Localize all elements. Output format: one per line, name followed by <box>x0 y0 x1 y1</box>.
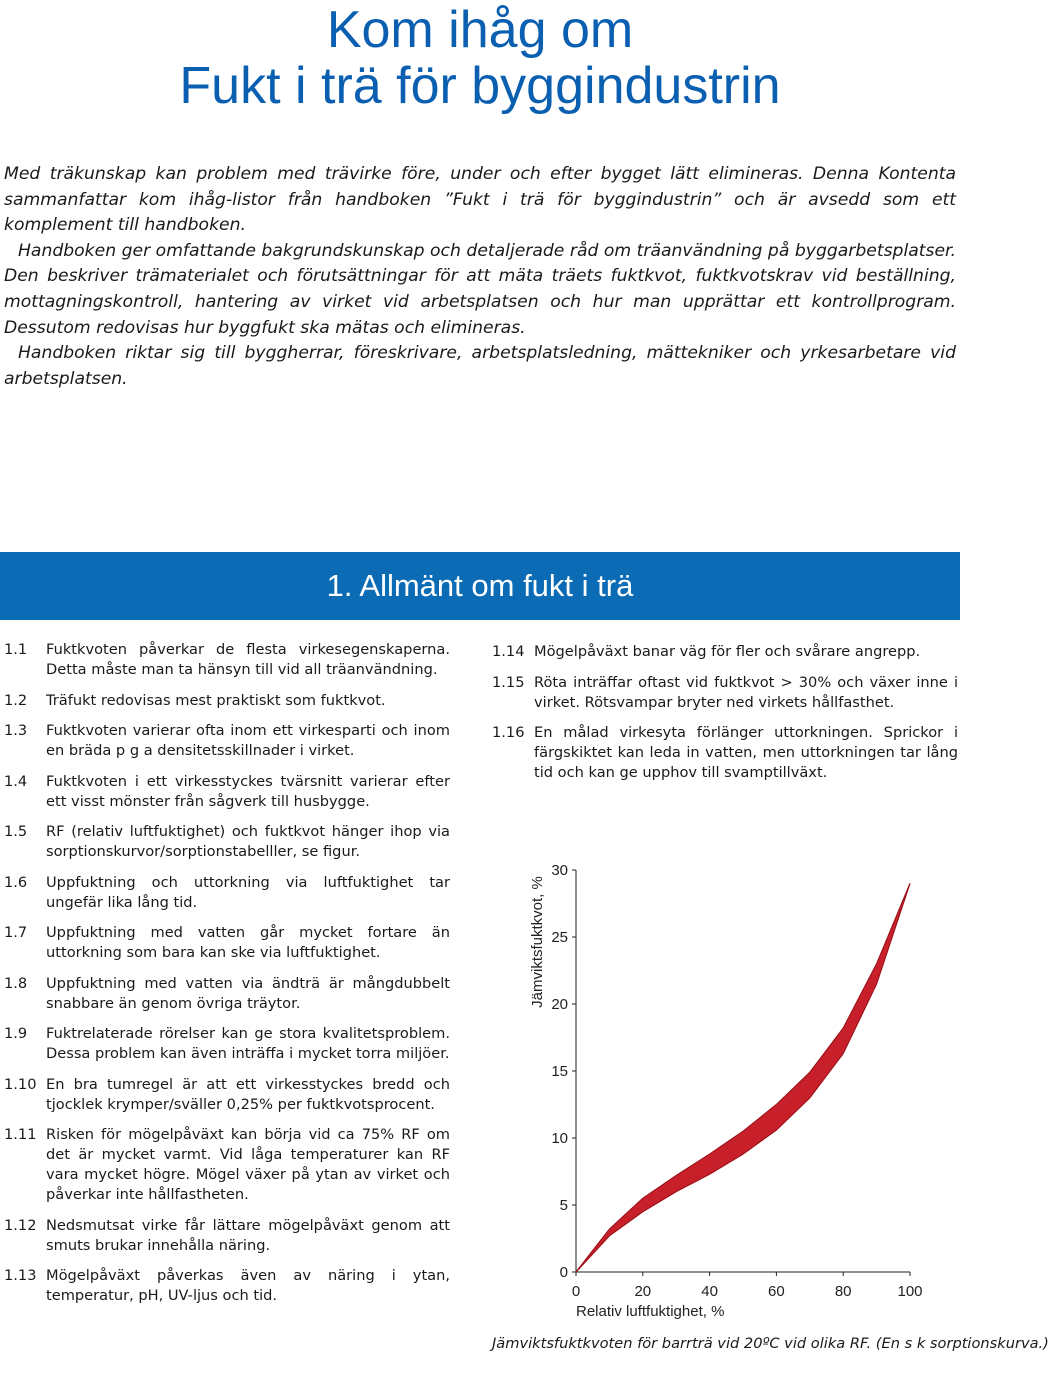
y-tick-label: 20 <box>551 996 568 1013</box>
list-item <box>4 691 450 711</box>
x-tick-label: 20 <box>634 1283 652 1300</box>
intro-text <box>4 162 956 392</box>
list-item <box>4 923 450 963</box>
list-item <box>4 721 450 761</box>
item-text: Mögelpåväxt banar väg för fler och svårare angrepp. <box>534 643 921 660</box>
y-tick-label: 5 <box>559 1197 568 1214</box>
page-title <box>0 2 960 114</box>
x-tick-label: 40 <box>701 1283 718 1300</box>
list-item <box>4 1216 450 1256</box>
item-text: Fuktkvoten påverkar de flesta virkesegenskaperna. Detta måste man ta hänsyn till vid all träanvändning. <box>46 641 450 678</box>
figure-caption: Jämviktsfuktkvoten för barrträ vid 20ºC vid olika RF. (En s k sorptionskurva.) <box>492 1335 1049 1352</box>
item-number: 1.6 <box>4 873 28 891</box>
list-item <box>492 673 958 713</box>
x-tick-label: 60 <box>768 1283 785 1300</box>
list-item <box>492 642 958 662</box>
intro-paragraph-1: Med träkunskap kan problem med trävirke före, under och efter bygget lätt elimineras. Denna Kontenta sammanfattar kom ihåg-listor från handboken ”Fukt i trä för byggindustrin” och är avsedd som ett komplement till handboken. <box>4 164 956 236</box>
item-text: Uppfuktning och uttorkning via luftfuktighet tar ungefär lika lång tid. <box>46 873 450 911</box>
item-text: Mögelpåväxt påverkas även av näring i ytan, temperatur, pH, UV-ljus och tid. <box>46 1267 450 1304</box>
item-text: Uppfuktning med vatten går mycket fortare än uttorkning som bara kan ske via luftfuktighet. <box>46 924 450 961</box>
checklist-right <box>492 642 958 794</box>
item-text: Träfukt redovisas mest praktiskt som fuktkvot. <box>46 691 386 709</box>
item-text: Fuktkvoten varierar ofta inom ett virkesparti och inom en bräda p g a densitetsskillnader i virket. <box>46 722 450 759</box>
list-item <box>4 1024 450 1064</box>
x-axis-label: Relativ luftfuktighet, % <box>576 1303 725 1320</box>
item-number: 1.10 <box>4 1075 37 1093</box>
x-tick-label: 100 <box>897 1283 923 1300</box>
item-text: RF (relativ luftfuktighet) och fuktkvot hänger ihop via sorptionskurvor/sorptionstabelller, se figur. <box>46 823 450 860</box>
y-tick-label: 25 <box>551 929 568 946</box>
list-item <box>4 974 450 1014</box>
item-number: 1.13 <box>4 1267 37 1284</box>
checklist-left <box>4 640 450 1317</box>
item-text: Fuktkvoten i ett virkesstyckes tvärsnitt varierar efter ett visst mönster från sågverk till husbygge. <box>46 772 450 810</box>
item-text: Fuktrelaterade rörelser kan ge stora kvalitetsproblem. Dessa problem kan även inträffa i mycket torra miljöer. <box>46 1025 450 1062</box>
item-text: En målad virkesyta förlänger uttorkningen. Sprickor i färgskiktet kan leda in vatten, men uttorkningen tar lång tid och kan ge upphov till svamptillväxt. <box>534 724 958 781</box>
y-tick-label: 10 <box>551 1130 568 1147</box>
list-item <box>4 1125 450 1205</box>
item-number: 1.5 <box>4 823 28 840</box>
list-item <box>492 723 958 783</box>
item-text: Uppfuktning med vatten via ändträ är mångdubbelt snabbare än genom övriga träytor. <box>46 974 450 1012</box>
sorption-curve-2 <box>576 883 910 1272</box>
item-number: 1.9 <box>4 1025 28 1042</box>
list-item <box>4 640 450 680</box>
item-number: 1.7 <box>4 924 28 941</box>
section-title: 1. Allmänt om fukt i trä <box>326 568 634 603</box>
item-number: 1.3 <box>4 722 28 739</box>
list-item <box>4 772 450 812</box>
item-number: 1.12 <box>4 1216 37 1234</box>
item-text: Nedsmutsat virke får lättare mögelpåväxt genom att smuts brukar innehålla näring. <box>46 1216 450 1254</box>
item-number: 1.1 <box>4 641 28 658</box>
title-line-2: Fukt i trä för byggindustrin <box>179 57 781 115</box>
x-tick-label: 0 <box>571 1283 581 1300</box>
item-number: 1.2 <box>4 691 28 709</box>
list-item <box>4 873 450 913</box>
item-number: 1.11 <box>4 1126 37 1143</box>
item-text: Risken för mögelpåväxt kan börja vid ca 75% RF om det är mycket varmt. Vid låga temperaturer kan RF vara mycket högre. Mögel växer på ytan av virket och påverkar inte hållfastheten. <box>46 1126 450 1203</box>
title-line-1: Kom ihåg om <box>326 1 634 59</box>
intro-paragraph-2: Handboken ger omfattande bakgrundskunskap och detaljerade råd om träanvändning på byggarbetsplatser. Den beskriver trämaterialet och förutsättningar för att mäta träets fuktkvot, fuktkvotskrav vid beställning, mottagningskontroll, hantering av virket vid arbetsplatsen och hur man upprättar ett kontrollprogram. Dessutom redovisas hur byggfukt ska mätas och elimineras. <box>4 240 956 338</box>
sorption-chart <box>500 852 960 1322</box>
item-number: 1.15 <box>492 673 525 691</box>
y-tick-label: 15 <box>551 1063 568 1080</box>
y-tick-label: 30 <box>551 862 568 879</box>
item-text: Röta inträffar oftast vid fuktkvot > 30% och växer inne i virket. Rötsvampar bryter ned virkets hållfasthet. <box>534 673 958 711</box>
list-item <box>4 822 450 862</box>
y-axis-label: Jämviktsfuktkvot, % <box>529 876 546 1008</box>
list-item <box>4 1075 450 1115</box>
item-number: 1.16 <box>492 724 525 741</box>
x-tick-label: 80 <box>834 1283 852 1300</box>
list-item <box>4 1266 450 1306</box>
item-number: 1.14 <box>492 643 525 660</box>
item-number: 1.8 <box>4 974 28 992</box>
item-number: 1.4 <box>4 772 28 790</box>
item-text: En bra tumregel är att ett virkesstyckes bredd och tjocklek krymper/sväller 0,25% per fuktkvotsprocent. <box>46 1075 450 1113</box>
intro-paragraph-3: Handboken riktar sig till byggherrar, föreskrivare, arbetsplatsledning, mättekniker och yrkesarbetare vid arbetsplatsen. <box>4 343 956 389</box>
y-tick-label: 0 <box>559 1264 568 1281</box>
